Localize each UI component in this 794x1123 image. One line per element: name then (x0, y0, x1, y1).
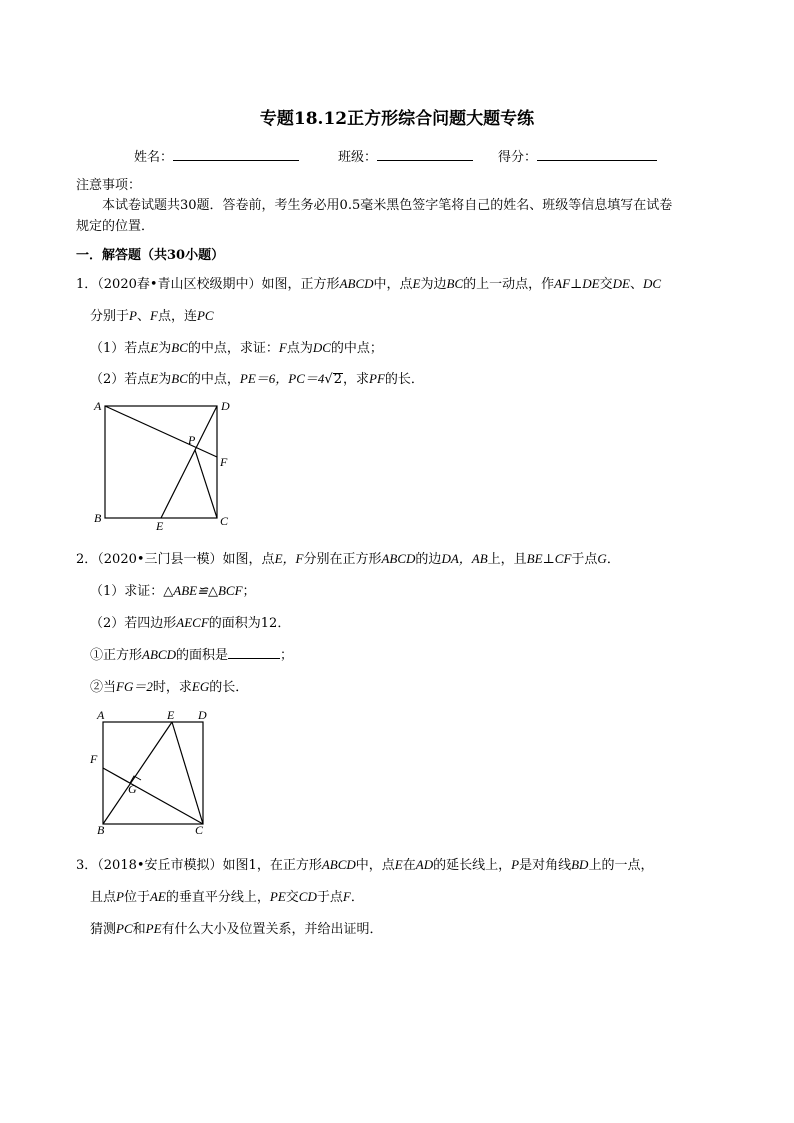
q1-symbol: PC (196, 308, 214, 323)
q1-text: 、 (136, 309, 150, 324)
q1-text: 为边 (420, 277, 447, 292)
q1-label-c: C (220, 514, 229, 528)
q1-line-2 (90, 305, 214, 324)
q1-text: （1）若点 (90, 341, 151, 356)
q1-text: 的中点； (330, 341, 383, 356)
q2-label-c: C (195, 823, 204, 837)
score-field (498, 146, 657, 165)
q3-text: 位于 (123, 890, 150, 905)
q3-text: 上的一点， (588, 858, 654, 873)
q1-text: （2）若点 (90, 372, 151, 387)
q2-text: 时，求 (152, 680, 192, 695)
q2-symbol: BE⊥CF (526, 551, 572, 566)
q1-text: 分别于 (90, 309, 130, 324)
q1-label-p: P (188, 433, 196, 447)
q3-text: 是对角线 (519, 858, 572, 873)
q2-text: 的面积是 (175, 648, 228, 663)
q3-symbol: E (394, 857, 403, 872)
page-title: 专题18.12正方形综合问题大题专练 (259, 109, 535, 129)
q2-label-a: A (97, 708, 105, 722)
q3-text: 的延长线上， (433, 858, 512, 873)
q1-text: 为 (158, 372, 172, 387)
q2-line-be (103, 722, 172, 824)
q1-text: 的长． (384, 372, 424, 387)
q2-label-e: E (167, 708, 175, 722)
q1-figure (88, 392, 238, 534)
q1-text: 、 (629, 277, 643, 292)
name-label: 姓名： (134, 150, 174, 165)
q2-sub-2 (90, 676, 248, 695)
q3-text: 且点 (90, 890, 117, 905)
name-blank[interactable] (173, 147, 299, 161)
q2-source: （2020•三门县一模） (97, 552, 223, 567)
q1-text: 的中点， (187, 372, 240, 387)
q2-text: 分别在正方形 (303, 552, 382, 567)
q3-text: 的垂直平分线上， (165, 890, 270, 905)
q1-number: 1． (76, 277, 98, 292)
q2-text: 的边 (415, 552, 442, 567)
q2-symbol: E，F (274, 551, 304, 566)
notice-line-1: 本试卷试题共30题．答卷前，考生务必用0.5毫米黑色签字笔将自己的姓名、班级等信息填写在试卷 (102, 198, 673, 213)
q1-symbol: PC＝4 (288, 371, 325, 386)
q1-part-1 (90, 337, 383, 356)
q3-text: 猜测 (90, 922, 117, 937)
q3-symbol: BD (571, 857, 589, 872)
q2-part-1 (90, 580, 256, 599)
q3-symbol: P (116, 889, 124, 904)
class-field (338, 146, 473, 165)
sqrt-symbol: √ (324, 372, 333, 387)
q1-symbol: AF⊥DE (554, 276, 600, 291)
q3-text: 中，点 (355, 858, 395, 873)
score-label: 得分： (498, 150, 538, 165)
q2-text: （1）求证： (90, 584, 164, 599)
q3-line-2 (90, 886, 364, 905)
name-field (134, 146, 299, 165)
q1-text: 中，点 (373, 277, 413, 292)
q1-label-e: E (156, 519, 164, 533)
q2-line-1 (76, 548, 620, 567)
q1-square (105, 406, 217, 518)
q1-line-pc (195, 450, 217, 518)
q3-symbol: PE (269, 889, 286, 904)
q1-label-a: A (94, 399, 102, 413)
q3-text: 和 (132, 922, 146, 937)
q3-text: 交 (285, 890, 299, 905)
q2-text: ． (606, 552, 620, 567)
q3-text: 于点 (316, 890, 343, 905)
q1-text: 点为 (286, 341, 313, 356)
q1-symbol: PE＝6， (239, 371, 289, 386)
section-heading: 一．解答题（共30小题） (76, 248, 225, 263)
q2-symbol: EG (191, 679, 210, 694)
q1-symbol: BC (171, 340, 188, 355)
q1-text: 如图，正方形 (261, 277, 340, 292)
q3-text: 如图1，在正方形 (222, 858, 322, 873)
q3-symbol: ABCD (321, 857, 356, 872)
q2-number: 2． (76, 552, 98, 567)
q3-symbol: AE (149, 889, 166, 904)
q2-answer-blank[interactable] (228, 645, 280, 659)
q2-label-d: D (198, 708, 207, 722)
q1-symbol: E (150, 340, 159, 355)
q2-text: 的面积为12． (208, 616, 291, 631)
q2-symbol: AECF (176, 615, 209, 630)
q3-symbol: P (511, 857, 520, 872)
q3-symbol: PC (116, 921, 133, 936)
q3-line-3 (90, 918, 383, 937)
q3-symbol: CD (298, 889, 317, 904)
class-label: 班级： (338, 150, 378, 165)
q2-text: ②当 (90, 680, 117, 695)
q1-symbol: DE (612, 276, 630, 291)
q1-symbol: F (149, 308, 158, 323)
q2-text: 的长． (209, 680, 249, 695)
q3-number: 3． (76, 858, 98, 873)
q1-symbol: E (150, 371, 159, 386)
q2-symbol: G (597, 551, 607, 566)
q3-symbol: AD (415, 857, 434, 872)
score-blank[interactable] (537, 147, 657, 161)
q1-radicand: 2 (333, 372, 342, 387)
q1-symbol: ABCD (339, 276, 374, 291)
notice-heading: 注意事项： (76, 178, 142, 193)
class-blank[interactable] (377, 147, 473, 161)
q3-text: 有什么大小及位置关系，并给出证明． (161, 922, 383, 937)
q2-symbol: △ABE≌△BCF (163, 583, 243, 598)
q2-text: ； (279, 648, 293, 663)
q1-text: 的上一动点，作 (463, 277, 555, 292)
q2-symbol: DA，AB (441, 551, 488, 566)
q1-source: （2020春•青山区校级期中） (97, 277, 262, 292)
q1-label-d: D (221, 399, 230, 413)
q2-text: （2）若四边形 (90, 616, 177, 631)
q2-symbol: ABCD (381, 551, 416, 566)
q2-part-2 (90, 612, 290, 631)
q1-text: 交 (599, 277, 613, 292)
q2-label-g: G (128, 782, 137, 796)
q1-label-f: F (220, 455, 228, 469)
q2-symbol: FG＝2 (116, 679, 153, 694)
q1-line-1 (76, 273, 661, 292)
q2-text: 如图，点 (222, 552, 275, 567)
q3-symbol: F (342, 889, 351, 904)
q2-symbol: ABCD (142, 647, 176, 662)
q1-label-b: B (94, 511, 102, 525)
q1-symbol: PF (369, 371, 385, 386)
q1-symbol: BC (171, 371, 188, 386)
q2-sub-1 (90, 644, 293, 663)
notice-line-2: 规定的位置． (76, 219, 155, 234)
q2-label-b: B (97, 823, 105, 837)
q3-symbol: PE (145, 921, 162, 936)
q1-text: 的中点，求证： (187, 341, 279, 356)
q1-text: 为 (158, 341, 172, 356)
q2-text: ①正方形 (90, 648, 143, 663)
q1-symbol: F (278, 340, 287, 355)
q1-symbol: P (129, 308, 137, 323)
q1-line-af (105, 406, 217, 457)
q3-line-1 (76, 854, 653, 873)
q1-symbol: E (412, 276, 421, 291)
q3-source: （2018•安丘市模拟） (97, 858, 223, 873)
q1-part-2 (90, 368, 424, 387)
q2-text: 上，且 (487, 552, 527, 567)
q2-text: 于点 (571, 552, 598, 567)
q3-text: 在 (402, 858, 416, 873)
q2-figure (86, 704, 216, 838)
q1-symbol: DC (312, 340, 331, 355)
q1-text: ，求 (342, 372, 369, 387)
q1-line-de (161, 406, 217, 518)
q1-symbol: BC (446, 276, 464, 291)
q3-text: ． (350, 890, 364, 905)
q1-symbol: DC (642, 276, 662, 291)
q2-text: ； (242, 584, 256, 599)
q2-label-f: F (90, 752, 98, 766)
q1-text: 点，连 (157, 309, 197, 324)
